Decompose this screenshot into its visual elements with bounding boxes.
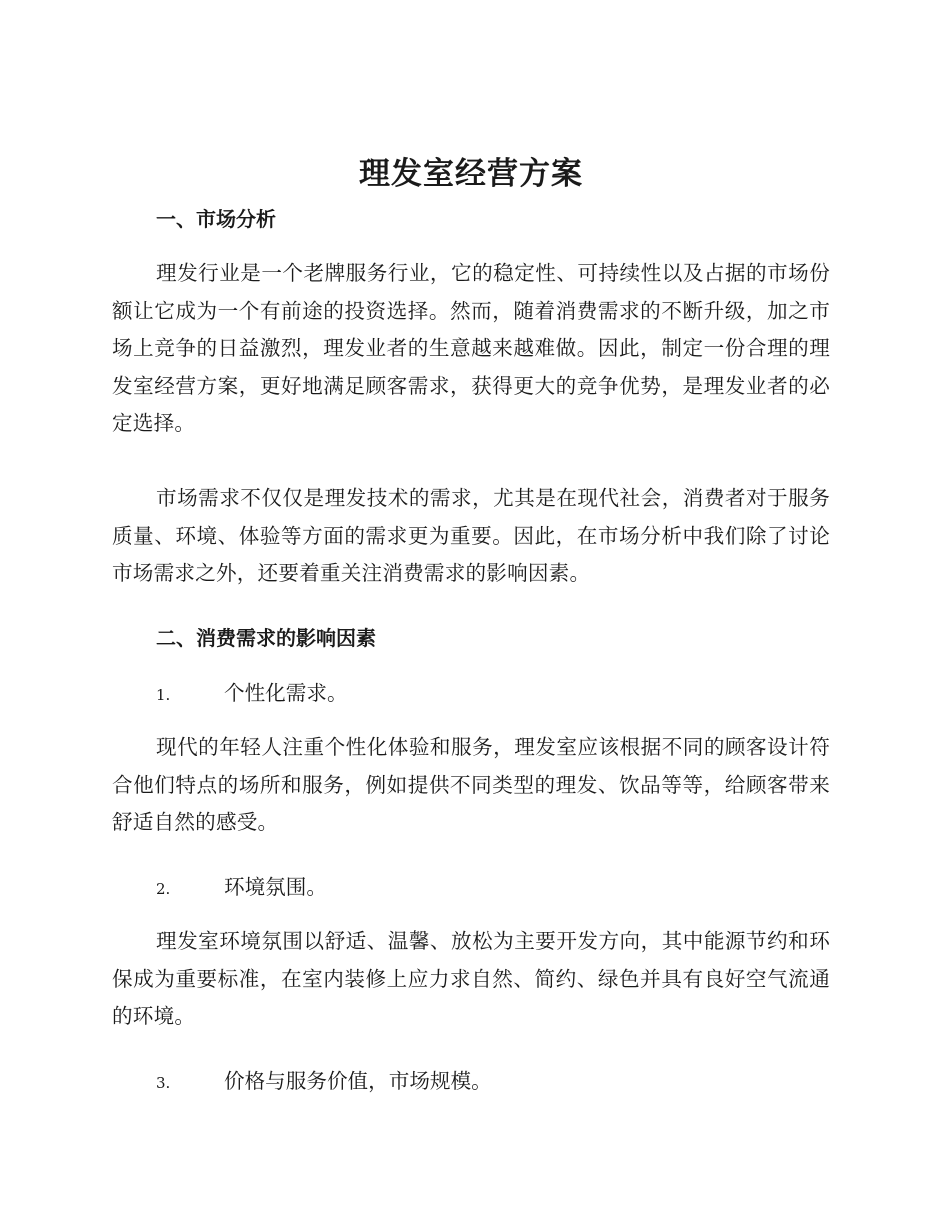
list-item xyxy=(156,872,327,904)
list-item-label: 价格与服务价值，市场规模。 xyxy=(224,1069,492,1093)
paragraph: 市场需求不仅仅是理发技术的需求，尤其是在现代社会，消费者对于服务质量、环境、体验等方面的需求更为重要。因此，在市场分析中我们除了讨论市场需求之外，还要着重关注消费需求的影响因素。 xyxy=(112,486,830,586)
list-item-label: 环境氛围。 xyxy=(224,875,327,899)
document-title: 理发室经营方案 xyxy=(359,156,583,192)
list-item-number: 1. xyxy=(156,686,171,704)
section-heading-market-analysis: 一、市场分析 xyxy=(156,207,276,231)
list-item-number: 2. xyxy=(156,880,171,898)
list-item xyxy=(156,678,348,710)
paragraph: 理发室环境氛围以舒适、温馨、放松为主要开发方向，其中能源节约和环保成为重要标准，在室内装修上应力求自然、简约、绿色并具有良好空气流通的环境。 xyxy=(112,929,830,1029)
paragraph: 现代的年轻人注重个性化体验和服务，理发室应该根据不同的顾客设计符合他们特点的场所和服务，例如提供不同类型的理发、饮品等等，给顾客带来舒适自然的感受。 xyxy=(112,735,830,835)
list-item-number: 3. xyxy=(156,1074,171,1092)
list-item xyxy=(156,1066,492,1098)
paragraph: 理发行业是一个老牌服务行业，它的稳定性、可持续性以及占据的市场份额让它成为一个有前途的投资选择。然而，随着消费需求的不断升级，加之市场上竞争的日益激烈，理发业者的生意越来越难做。因此，制定一份合理的理发室经营方案，更好地满足顾客需求，获得更大的竞争优势，是理发业者的必定选择。 xyxy=(112,261,830,436)
section-heading-demand-factors: 二、消费需求的影响因素 xyxy=(156,626,376,650)
list-item-label: 个性化需求。 xyxy=(224,681,348,705)
